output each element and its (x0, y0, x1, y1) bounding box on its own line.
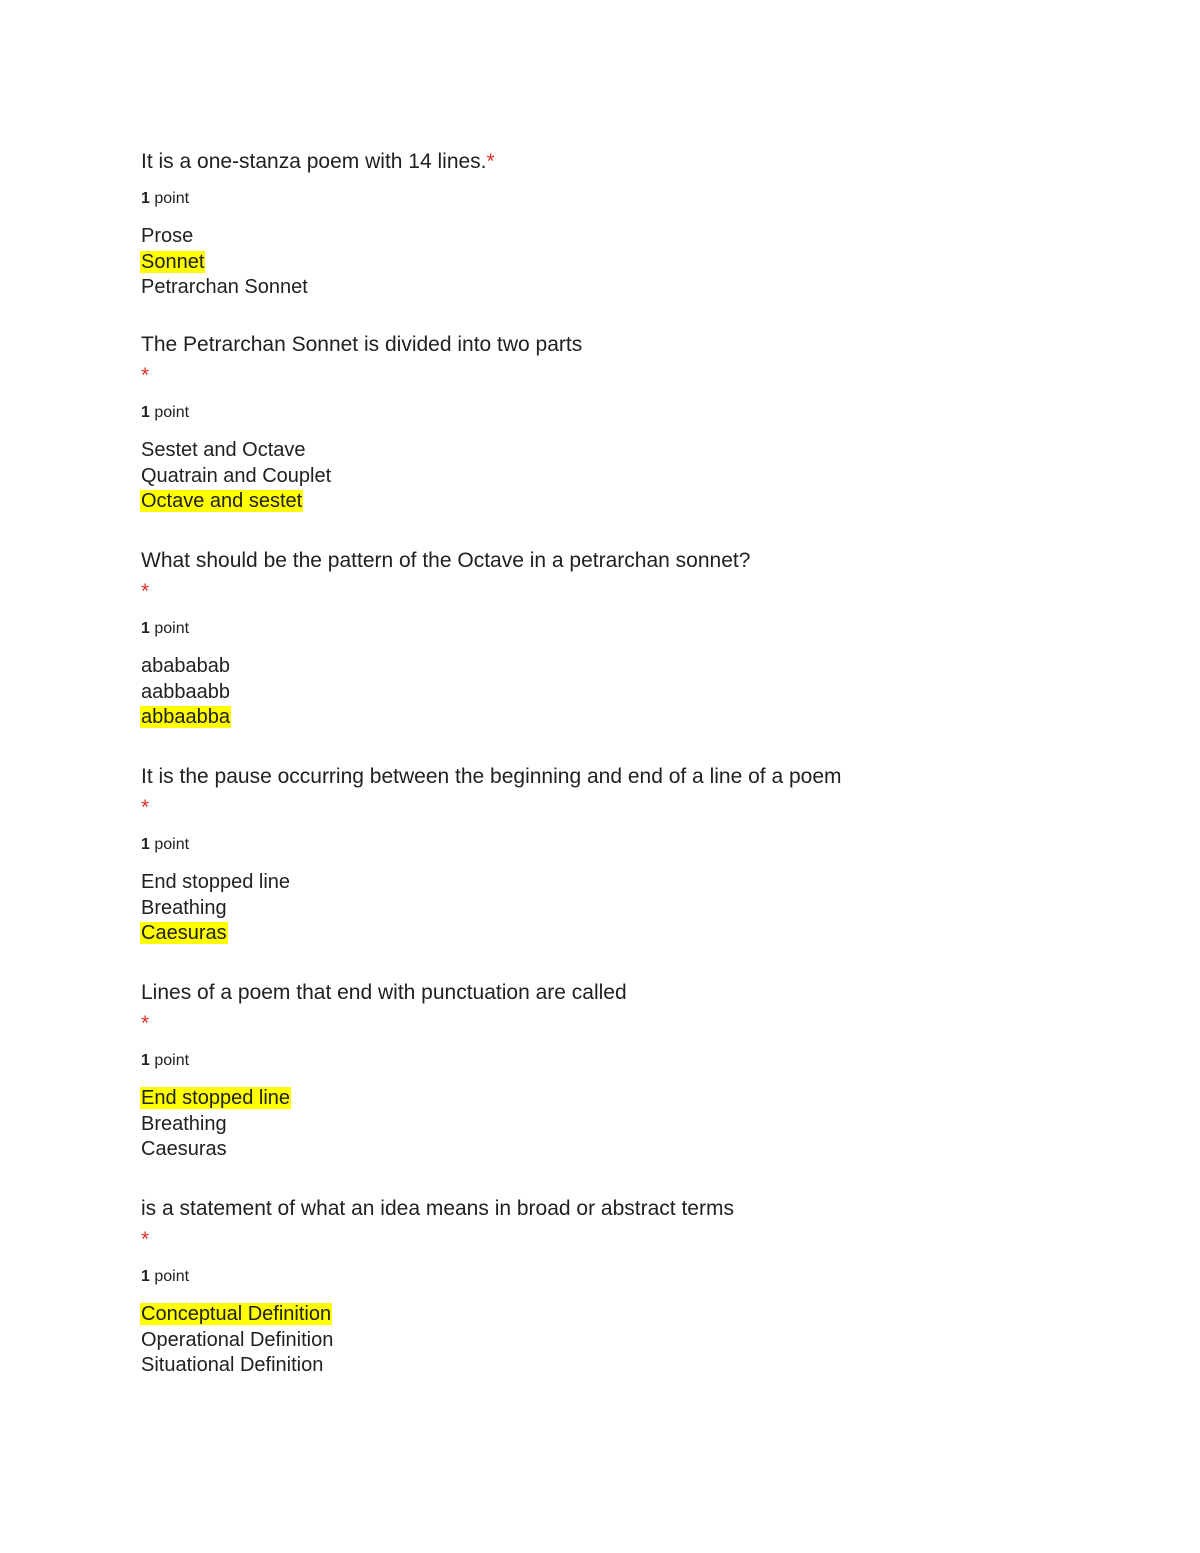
points-value: 1 (141, 1052, 150, 1069)
option-abababab[interactable] (141, 654, 1141, 680)
question-text: What should be the pattern of the Octave in a petrarchan sonnet? (141, 549, 751, 572)
points-value: 1 (141, 620, 150, 637)
points-unit: point (154, 836, 190, 853)
points-unit: point (154, 404, 190, 421)
option-label: Petrarchan Sonnet (141, 276, 308, 298)
option-breathing[interactable] (141, 896, 1141, 922)
question-text: Lines of a poem that end with punctuation are called (141, 981, 627, 1004)
points-value: 1 (141, 404, 150, 421)
option-label: abababab (141, 655, 230, 677)
question-text: It is a one-stanza poem with 14 lines. (141, 150, 487, 173)
required-asterisk: * (141, 1228, 150, 1251)
option-label: Breathing (141, 1112, 227, 1135)
option-conceptual-definition[interactable] (141, 1302, 1141, 1328)
question-2 (141, 332, 1141, 515)
option-label: Breathing (141, 896, 227, 919)
option-situational-definition[interactable] (141, 1353, 1141, 1379)
options-list (141, 1086, 1141, 1163)
points-unit: point (154, 1052, 190, 1069)
points-label (141, 835, 1141, 855)
option-octave-and-sestet[interactable] (141, 489, 1141, 515)
option-label: Quatrain and Couplet (141, 464, 332, 487)
options-list (141, 870, 1141, 947)
option-label: Sestet and Octave (141, 439, 306, 461)
option-petrarchan-sonnet[interactable] (141, 275, 1141, 301)
points-unit: point (154, 1268, 190, 1285)
question-5 (141, 980, 1141, 1163)
required-asterisk: * (141, 1012, 150, 1035)
options-list (141, 224, 1141, 301)
options-list (141, 438, 1141, 515)
question-6 (141, 1196, 1141, 1379)
points-value: 1 (141, 836, 150, 853)
option-label-highlighted: End stopped line (141, 1087, 291, 1109)
question-text: It is the pause occurring between the beginning and end of a line of a poem (141, 765, 842, 788)
option-quatrain-and-couplet[interactable] (141, 464, 1141, 490)
option-label: Caesuras (141, 1138, 227, 1160)
option-label-highlighted: Sonnet (141, 250, 205, 273)
option-aabbaabb[interactable] (141, 680, 1141, 706)
question-1-text-line (141, 149, 1141, 175)
option-end-stopped-line[interactable] (141, 1086, 1141, 1112)
option-breathing[interactable] (141, 1112, 1141, 1138)
option-caesuras[interactable] (141, 921, 1141, 947)
option-caesuras[interactable] (141, 1137, 1141, 1163)
question-1 (141, 149, 1141, 301)
option-label: Prose (141, 225, 194, 247)
option-label: End stopped line (141, 871, 291, 893)
option-label-highlighted: Octave and sestet (141, 490, 303, 512)
option-label: Operational Definition (141, 1328, 334, 1351)
points-unit: point (154, 620, 190, 637)
option-sestet-and-octave[interactable] (141, 438, 1141, 464)
points-value: 1 (141, 1268, 150, 1285)
question-4 (141, 764, 1141, 947)
option-prose[interactable] (141, 224, 1141, 250)
option-label-highlighted: Caesuras (141, 922, 227, 944)
points-label (141, 619, 1141, 639)
option-sonnet[interactable] (141, 250, 1141, 276)
option-end-stopped-line[interactable] (141, 870, 1141, 896)
points-label (141, 1051, 1141, 1071)
option-label: aabbaabb (141, 680, 230, 703)
options-list (141, 1302, 1141, 1379)
question-text: The Petrarchan Sonnet is divided into two parts (141, 333, 583, 356)
required-asterisk: * (486, 150, 495, 173)
points-label (141, 189, 1141, 209)
question-3 (141, 548, 1141, 731)
points-value: 1 (141, 190, 150, 207)
points-unit: point (154, 190, 190, 207)
points-label (141, 1267, 1141, 1287)
option-operational-definition[interactable] (141, 1328, 1141, 1354)
option-abbaabba[interactable] (141, 705, 1141, 731)
required-asterisk: * (141, 796, 150, 819)
question-text: is a statement of what an idea means in broad or abstract terms (141, 1197, 734, 1220)
option-label: Situational Definition (141, 1354, 324, 1376)
options-list (141, 654, 1141, 731)
points-label (141, 403, 1141, 423)
required-asterisk: * (141, 580, 150, 603)
option-label-highlighted: abbaabba (141, 706, 230, 728)
option-label-highlighted: Conceptual Definition (141, 1303, 332, 1325)
required-asterisk: * (141, 364, 150, 387)
